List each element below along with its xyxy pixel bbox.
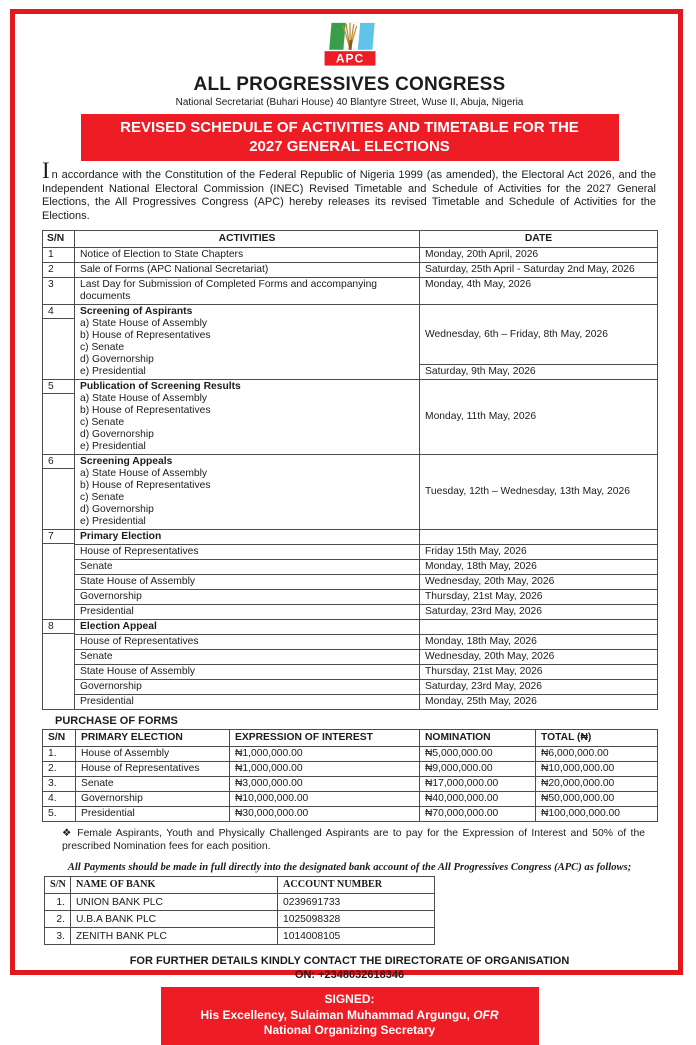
sn-cell: 6 [43,455,75,530]
table-row [43,575,658,590]
table-row-group-4 [43,305,658,365]
table-row [43,248,658,263]
col-header-total: TOTAL (₦) [536,730,658,747]
col-header-nomination: NOMINATION [420,730,536,747]
date-cell: Monday, 25th May, 2026 [420,695,658,710]
activity-cell: Presidential [75,605,420,620]
diamond-bullet-icon: ❖ [62,828,73,839]
date-cell: Wednesday, 20th May, 2026 [420,575,658,590]
intro-paragraph: In accordance with the Constitution of the Federal Republic of Nigeria 1999 (as amended), the Electoral Act 2026, and the Independent National Electoral Commission (INEC) Revised Timetable and Schedule of Activities for the 2027 General Elections, the All Progressives Congress (APC) hereby releases its revised Timetable and Schedule of Activities for the Elections. [42,158,656,222]
schedule-table [42,230,658,710]
sn-cell: 8 [43,620,75,710]
bank-header-row [45,877,435,894]
activity-cell: Screening Appeals a) State House of Assembly b) House of Representatives c) Senate d) Governorship e) Presidential [75,455,420,530]
date-cell: Saturday, 23rd May, 2026 [420,680,658,695]
document-content [15,14,678,1037]
contact-line-2: ON: +2348032618346 [294,969,405,981]
sn-cell: 5 [43,380,75,455]
fee-concession-note: ❖ Female Aspirants, Youth and Physically Challenged Aspirants are to pay for the Expression of Interest and 50% of the prescribed Nomination fees for each position. [62,828,646,852]
table-row-group-8 [43,620,658,635]
sn-cell: 1 [43,248,75,263]
table-row [43,680,658,695]
table-row-group-5 [43,380,658,455]
table-row [43,650,658,665]
col-header-expression-of-interest: EXPRESSION OF INTEREST [230,730,420,747]
date-cell: Saturday, 9th May, 2026 [420,365,658,380]
table-row: 2. U.B.A BANK PLC 1025098328 [45,911,435,928]
table-row: 5. Presidential ₦30,000,000.00 ₦70,000,000.00 ₦100,000,000.00 [43,807,658,822]
honorific-ofr: OFR [473,1007,499,1022]
sn-cell: 2 [43,263,75,278]
activity-cell: Last Day for Submission of Completed Forms and accompanying documents [75,278,420,305]
table-row: 1. UNION BANK PLC 0239691733 [45,894,435,911]
banner-line-2: 2027 GENERAL ELECTIONS [249,138,450,155]
activity-cell: Governorship [75,590,420,605]
table-row-group-7 [43,530,658,545]
page-border-frame [10,9,683,1037]
date-cell: Saturday, 23rd May, 2026 [420,605,658,620]
table-row [43,560,658,575]
col-header-bank-name: NAME OF BANK [71,877,278,894]
col-header-primary-election: PRIMARY ELECTION [76,730,230,747]
table-row [43,278,658,305]
activity-cell: Senate [75,650,420,665]
activity-cell: Presidential [75,695,420,710]
date-cell: Friday 15th May, 2026 [420,545,658,560]
purchase-of-forms-title: PURCHASE OF FORMS [55,715,178,727]
activity-cell: Sale of Forms (APC National Secretariat) [75,263,420,278]
activity-cell: Screening of Aspirants a) State House of Assembly b) House of Representatives c) Senate d) Governorship e) Presidential [75,305,420,380]
col-header-sn: S/N [43,730,76,747]
activity-group-title: Screening Appeals [80,456,173,467]
activity-cell: Senate [75,560,420,575]
org-name: ALL PROGRESSIVES CONGRESS [193,74,506,95]
activity-group-title: Primary Election [75,530,420,545]
document-title-banner [81,114,619,161]
contact-line-1: FOR FURTHER DETAILS KINDLY CONTACT THE DIRECTORATE OF ORGANISATION [129,955,570,967]
contact-block [42,954,657,982]
purchase-of-forms-table [42,729,658,822]
col-header-account-number: ACCOUNT NUMBER [278,877,435,894]
table-row: 2. House of Representatives ₦1,000,000.00 ₦9,000,000.00 ₦10,000,000.00 [43,762,658,777]
date-cell: Monday, 11th May, 2026 [420,380,658,455]
activity-group-title: Publication of Screening Results [80,381,241,392]
activity-cell: State House of Assembly [75,665,420,680]
schedule-header-row [43,231,658,248]
col-header-sn: S/N [43,231,75,248]
signed-name: His Excellency, Sulaiman Muhammad Argungu, OFR [200,1007,499,1022]
table-row [43,590,658,605]
logo-container [42,20,657,73]
date-cell [420,530,658,545]
table-row [43,545,658,560]
sn-cell: 3 [43,278,75,305]
signed-title: National Organizing Secretary [263,1023,436,1037]
payment-instruction: All Payments should be made in full directly into the designated bank account of the All Progressives Congress (APC) as follows; [67,862,632,873]
date-cell: Monday, 18th May, 2026 [420,635,658,650]
table-row [43,695,658,710]
table-row [43,263,658,278]
activity-cell: House of Representatives [75,635,420,650]
table-row [43,635,658,650]
date-cell: Monday, 4th May, 2026 [420,278,658,305]
col-header-sn: S/N [45,877,71,894]
table-row [43,605,658,620]
date-cell: Monday, 20th April, 2026 [420,248,658,263]
broom-handle-icon [350,40,351,50]
bank-accounts-table [44,876,435,945]
activity-cell: State House of Assembly [75,575,420,590]
date-cell: Monday, 18th May, 2026 [420,560,658,575]
signed-label: SIGNED: [324,992,375,1006]
purchase-header-row [43,730,658,747]
col-header-date: DATE [420,231,658,248]
date-cell: Wednesday, 20th May, 2026 [420,650,658,665]
table-row-group-6 [43,455,658,530]
table-row [43,665,658,680]
table-row: 3. Senate ₦3,000,000.00 ₦17,000,000.00 ₦20,000,000.00 [43,777,658,792]
date-cell: Tuesday, 12th – Wednesday, 13th May, 2026 [420,455,658,530]
table-row: 4. Governorship ₦10,000,000.00 ₦40,000,000.00 ₦50,000,000.00 [43,792,658,807]
logo-label: APC [335,51,364,66]
date-cell [420,620,658,635]
date-cell: Saturday, 25th April - Saturday 2nd May, 2026 [420,263,658,278]
date-cell: Thursday, 21st May, 2026 [420,665,658,680]
activity-cell: House of Representatives [75,545,420,560]
col-header-activities: ACTIVITIES [75,231,420,248]
table-row: 3. ZENITH BANK PLC 1014008105 [45,928,435,945]
activity-group-title: Election Appeal [75,620,420,635]
sn-cell: 4 [43,305,75,380]
activity-cell: Publication of Screening Results a) State House of Assembly b) House of Representatives c) Senate d) Governorship e) Presidential [75,380,420,455]
sn-cell: 7 [43,530,75,620]
activity-cell: Governorship [75,680,420,695]
activity-cell: Notice of Election to State Chapters [75,248,420,263]
signed-box [161,987,539,1045]
date-cell: Wednesday, 6th – Friday, 8th May, 2026 [420,305,658,365]
activity-group-title: Screening of Aspirants [80,306,193,317]
apc-party-logo-icon [321,20,379,68]
banner-line-1: REVISED SCHEDULE OF ACTIVITIES AND TIMETABLE FOR THE [120,119,579,136]
org-address: National Secretariat (Buhari House) 40 Blantyre Street, Wuse II, Abuja, Nigeria [175,97,524,108]
date-cell: Thursday, 21st May, 2026 [420,590,658,605]
table-row: 1. House of Assembly ₦1,000,000.00 ₦5,000,000.00 ₦6,000,000.00 [43,747,658,762]
